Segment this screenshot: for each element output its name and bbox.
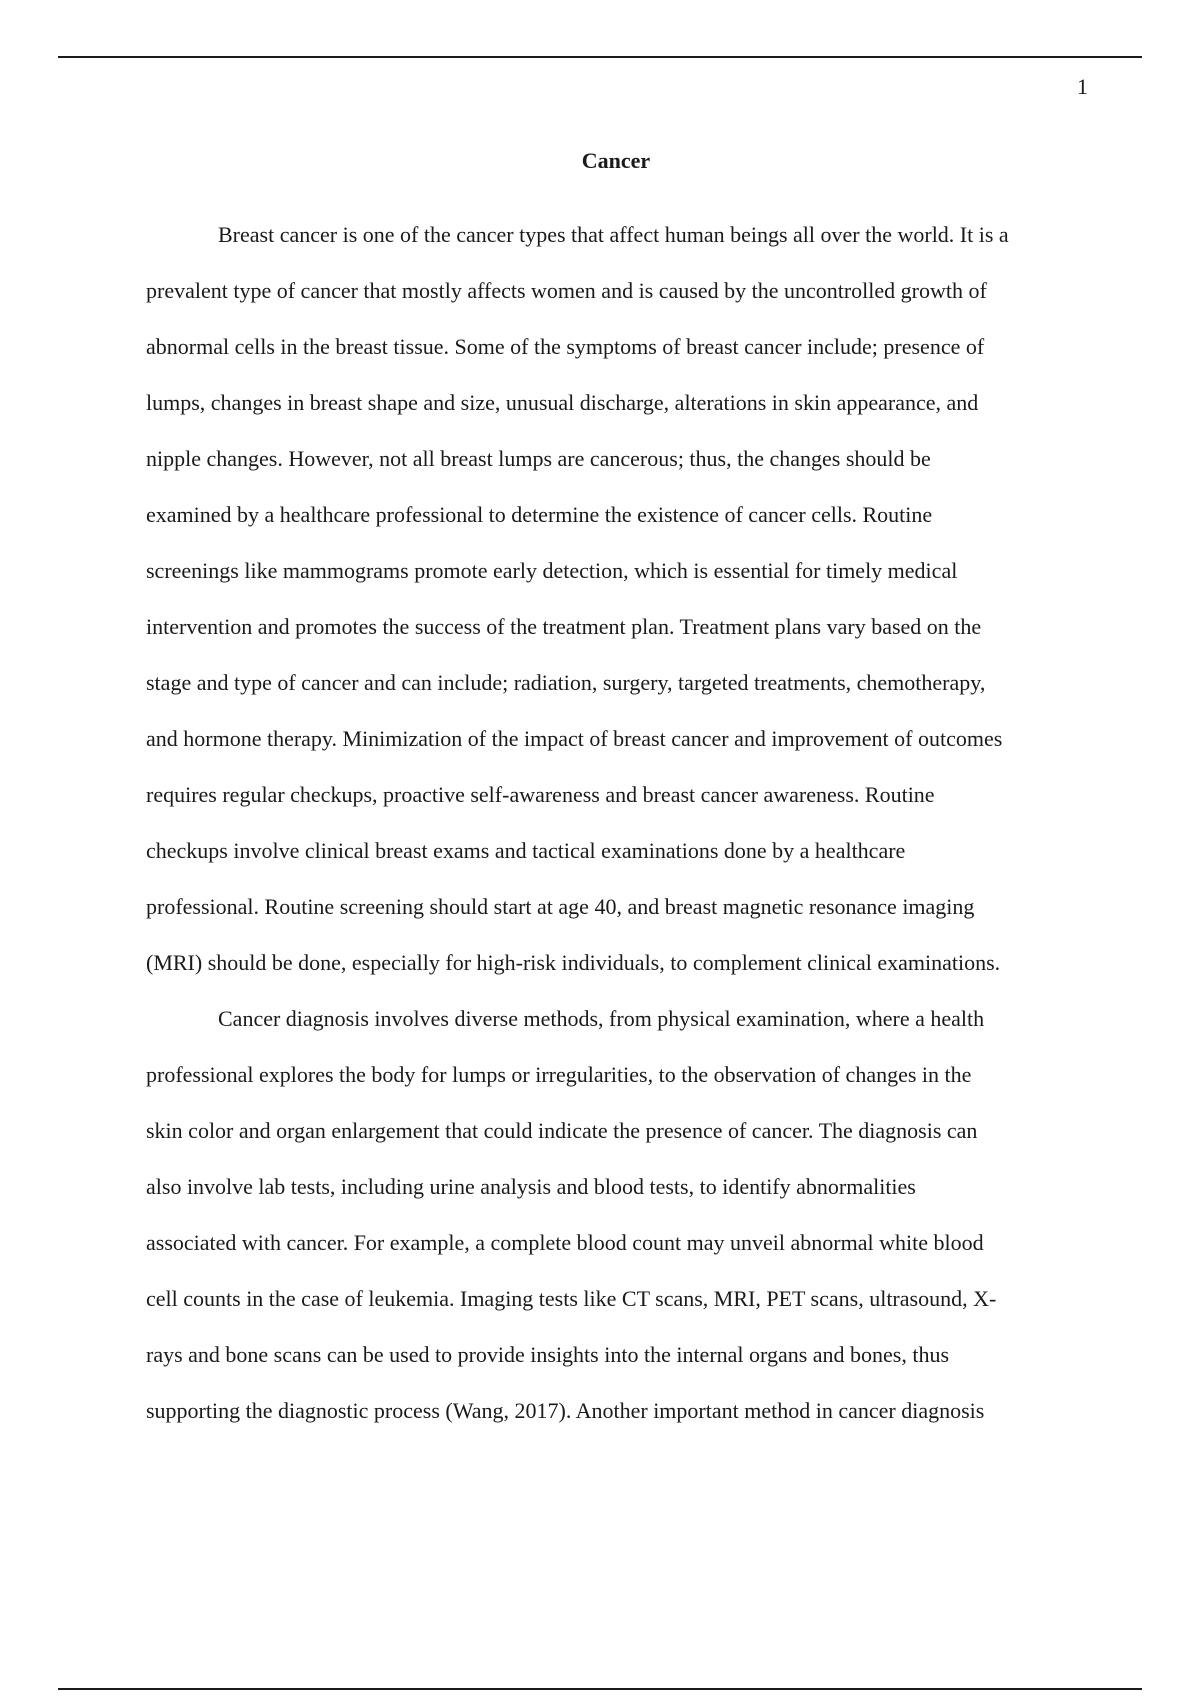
body-line: professional explores the body for lumps or irregularities, to the observation of changes in the [146,1062,972,1087]
body-line: requires regular checkups, proactive self-awareness and breast cancer awareness. Routine [146,782,935,807]
body-line: prevalent type of cancer that mostly affects women and is caused by the uncontrolled growth of [146,278,987,303]
page-number: 1 [1077,74,1088,99]
body-line: Cancer diagnosis involves diverse methods, from physical examination, where a health [218,1006,985,1031]
body-line: skin color and organ enlargement that could indicate the presence of cancer. The diagnosis can [146,1118,978,1143]
body-line: lumps, changes in breast shape and size, unusual discharge, alterations in skin appearance, and [146,390,979,415]
body-line: stage and type of cancer and can include; radiation, surgery, targeted treatments, chemotherapy, [146,670,986,695]
body-line: abnormal cells in the breast tissue. Some of the symptoms of breast cancer include; presence of [146,334,985,359]
body-line: examined by a healthcare professional to determine the existence of cancer cells. Routine [146,502,933,527]
document-title: Cancer [581,148,651,173]
body-line: Breast cancer is one of the cancer types that affect human beings all over the world. It is a [218,222,1009,247]
body-line: screenings like mammograms promote early detection, which is essential for timely medical [146,558,958,583]
body-line: rays and bone scans can be used to provide insights into the internal organs and bones, thus [146,1342,950,1367]
body-line: cell counts in the case of leukemia. Imaging tests like CT scans, MRI, PET scans, ultrasound, X- [146,1286,997,1311]
body-line: and hormone therapy. Minimization of the impact of breast cancer and improvement of outcomes [146,726,1003,751]
body-line: professional. Routine screening should start at age 40, and breast magnetic resonance imaging [146,894,975,919]
body-line: (MRI) should be done, especially for high-risk individuals, to complement clinical examinations. [146,950,1001,975]
header-rule [58,56,1142,58]
body-line: supporting the diagnostic process (Wang, 2017). Another important method in cancer diagnosis [146,1398,985,1423]
body-line: also involve lab tests, including urine analysis and blood tests, to identify abnormalities [146,1174,916,1199]
body-line: associated with cancer. For example, a complete blood count may unveil abnormal white blood [146,1230,984,1255]
body-line: checkups involve clinical breast exams and tactical examinations done by a healthcare [146,838,906,863]
body-line: intervention and promotes the success of the treatment plan. Treatment plans vary based on the [146,614,982,639]
footer-rule [58,1688,1142,1690]
body-line: nipple changes. However, not all breast lumps are cancerous; thus, the changes should be [146,446,931,471]
